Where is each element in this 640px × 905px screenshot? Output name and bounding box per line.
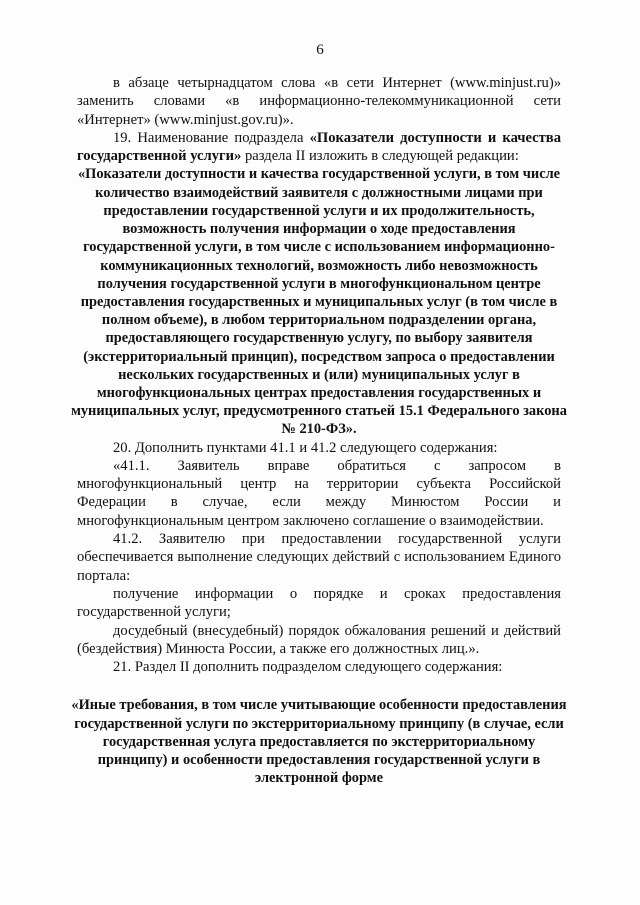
document-body	[71, 74, 567, 787]
paragraph-19-suffix: раздела II изложить в следующей редакции:	[241, 148, 519, 165]
paragraph-19	[77, 129, 561, 166]
spacer	[77, 676, 561, 696]
paragraph-41-2: 41.2. Заявителю при предоставлении государственной услуги обеспечивается выполнение следующих действий с использованием Единого портала:	[77, 531, 561, 584]
paragraph-information: получение информации о порядке и сроках предоставления государственной услуги;	[77, 585, 561, 621]
paragraph-41-1: «41.1. Заявитель вправе обратиться с запросом в многофункциональный центр на территории субъекта Российской Федерации в случае, если между Минюстом России и многофункциональным центром заключено соглашение о взаимодействии.	[77, 457, 561, 529]
paragraph-21: 21. Раздел II дополнить подразделом следующего содержания:	[113, 659, 503, 676]
paragraph-20: 20. Дополнить пунктами 41.1 и 41.2 следующего содержания:	[113, 439, 498, 456]
paragraph-19-prefix: 19. Наименование подраздела	[113, 129, 310, 146]
paragraph-19-bold: «Показатели доступности и качества государственной услуги»	[77, 129, 561, 165]
section-heading-other-requirements: «Иные требования, в том числе учитывающие особенности предоставления государственной услуги по экстерриториальному принципу (в случае, если государственная услуга предоставляется по экстерриториальному принципу) и особенности предоставления государственной услуги в электронной форме	[71, 697, 567, 787]
paragraph-amendment-internet: в абзаце четырнадцатом слова «в сети Интернет (www.minjust.ru)» заменить словами «в информационно-телекоммуникационной сети «Интернет» (www.minjust.gov.ru)».	[77, 75, 561, 128]
section-heading-indicators: «Показатели доступности и качества государственной услуги, в том числе количество взаимодействий заявителя с должностными лицами при предоставлении государственной услуги и их продолжительность, возможность получения информации о ходе предоставления государственной услуги, в том числе с использованием информационно-коммуникационных технологий, возможность либо невозможность получения государственной услуги в многофункциональном центре предоставления государственных и муниципальных услуг (в том числе в полном объеме), в любом территориальном подразделении органа, предоставляющего государственную услугу, по выбору заявителя (экстерриториальный принцип), посредством запроса о предоставлении нескольких государственных и (или) муниципальных услуг в многофункциональных центрах предоставления государственных и муниципальных услуг, предусмотренного статьей 15.1 Федерального закона № 210-ФЗ».	[71, 166, 567, 438]
paragraph-appeal: досудебный (внесудебный) порядок обжалования решений и действий (бездействия) Минюста России, а также его должностных лиц.».	[77, 622, 561, 657]
page-number: 6	[316, 42, 324, 58]
